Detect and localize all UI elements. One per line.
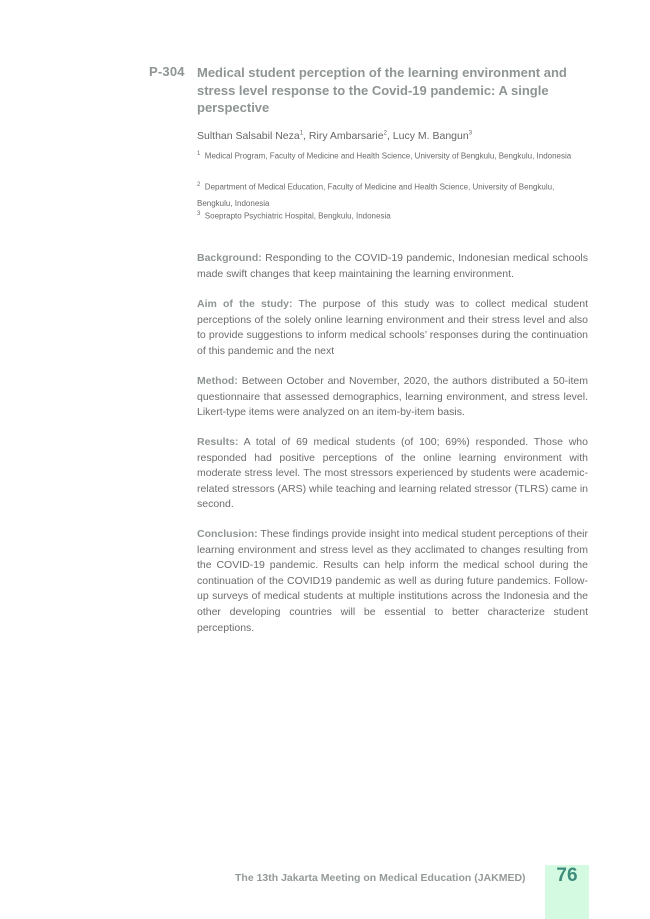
author-sup: 1 xyxy=(299,130,304,137)
abstract-title: Medical student perception of the learning environment and stress level response to the Covid-19 pandemic: A single perspective xyxy=(197,65,567,115)
affiliation-text: Medical Program, Faculty of Medicine and Health Science, University of Bengkulu, Bengkulu, Indonesia xyxy=(204,151,572,161)
affiliation xyxy=(197,146,592,165)
page-number: 76 xyxy=(556,865,578,886)
section-text: A total of 69 medical students (of 100; 69%) responded. Those who responded had positive perceptions of the online learning environment with moderate stress level. The most stressors experienced by students were academic-related stressors (ARS) while teaching and learning related stressor (TLRS) came in second. xyxy=(197,436,588,511)
abstract-code: P-304 xyxy=(149,64,185,79)
section-results xyxy=(197,435,588,513)
section-label: Background: xyxy=(197,252,262,264)
section-label: Results: xyxy=(197,436,239,448)
section-method xyxy=(197,374,588,421)
section-text: These findings provide insight into medical student perceptions of their learning environment and stress level as they acclimated to changes resulting from the COVID-19 pandemic. Results can help inform the medical school during the continuation of the COVID19 pandemic as well as during future pandemics. Follow-up surveys of medical students at multiple institutions across the Indonesia and the other developing countries will be essential to better characterize student perceptions. xyxy=(197,528,588,634)
author-name: Riry Ambarsarie xyxy=(308,130,384,142)
author-sup: 3 xyxy=(468,130,473,137)
affiliation-text: Soeprapto Psychiatric Hospital, Bengkulu, Indonesia xyxy=(204,211,391,221)
section-conclusion xyxy=(197,527,588,636)
affiliation-sup: 3 xyxy=(197,211,201,217)
author-list: Sulthan Salsabil Neza$^1$, Riry Ambarsarie$^2$, Lucy M. Bangun$^3$ xyxy=(197,130,473,142)
affiliation xyxy=(197,206,592,225)
section-text: The purpose of this study was to collect medical student perceptions of the solely online learning environment and their stress level and also to provide suggestions to inform medical schools’ responses during the continuation of this pandemic and the next xyxy=(197,298,589,357)
section-text: Between October and November, 2020, the authors distributed a 50-item questionnaire that assessed demographics, learning environment, and stress level. Likert-type items were analyzed on an item-by-item basis. xyxy=(197,375,589,419)
page-number-box xyxy=(545,865,589,919)
affiliation-sup: 2 xyxy=(197,182,201,188)
section-background xyxy=(197,251,588,282)
conference-name: The 13th Jakarta Meeting on Medical Education (JAKMED) xyxy=(235,872,526,884)
section-label: Conclusion: xyxy=(197,528,258,540)
section-label: Aim of the study: xyxy=(197,298,293,310)
section-aim xyxy=(197,297,588,359)
author-sup: 2 xyxy=(383,130,387,137)
affiliation-text: Department of Medical Education, Faculty of Medicine and Health Science, University of Bengkulu, Bengkulu, Indonesia xyxy=(197,182,555,208)
author-name: Lucy M. Bangun xyxy=(392,130,469,142)
section-label: Method: xyxy=(197,375,238,387)
section-text: Responding to the COVID-19 pandemic, Indonesian medical schools made swift changes that keep maintaining the learning environment. xyxy=(197,252,588,280)
author-name: Sulthan Salsabil Neza xyxy=(197,130,300,142)
affiliation-sup: 1 xyxy=(197,151,201,157)
